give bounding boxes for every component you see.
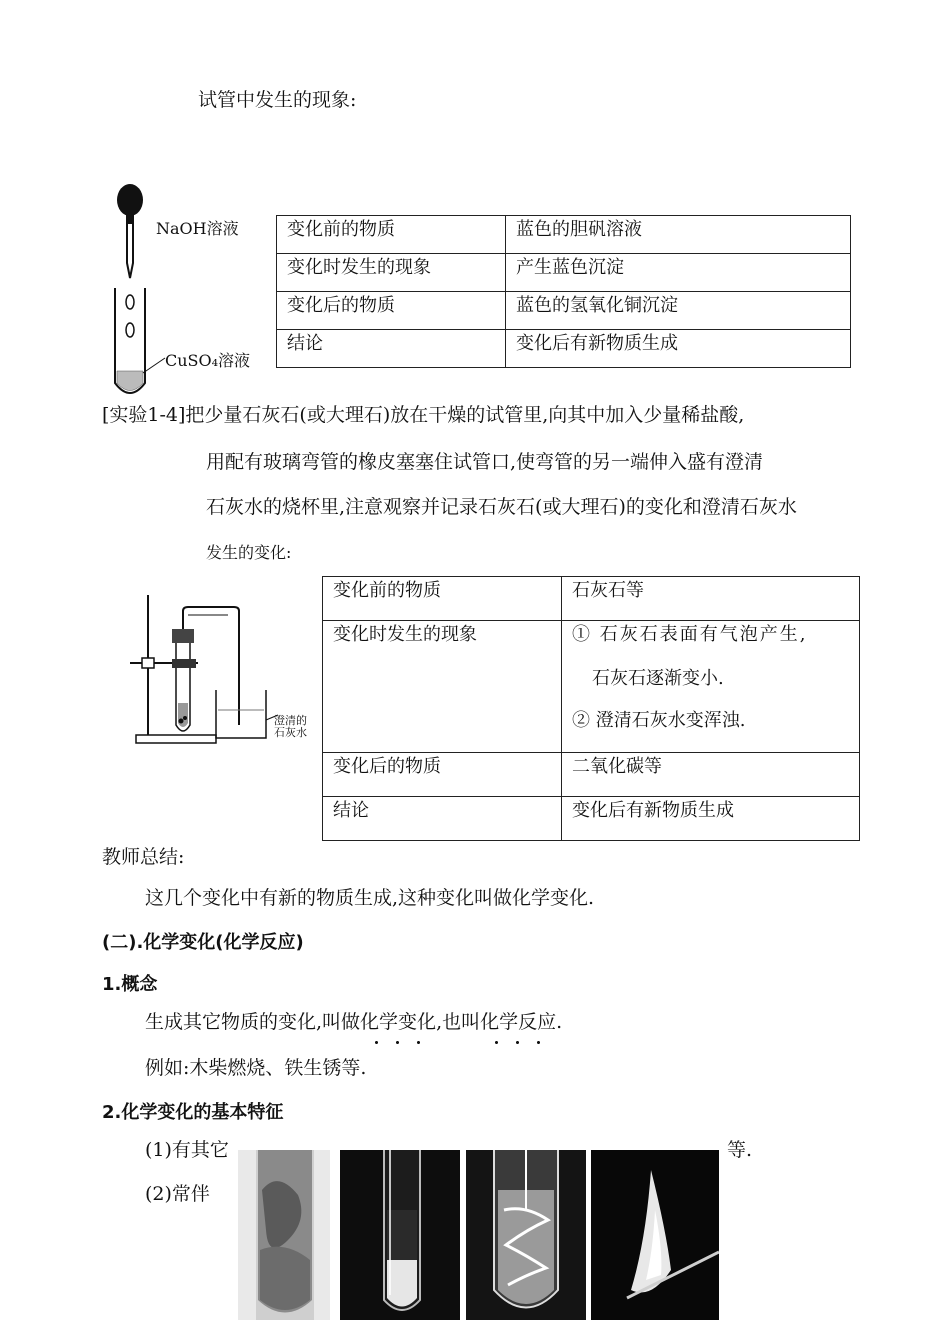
intro-line: 试管中发生的现象: <box>198 89 357 111</box>
concept-heading: 1.概念 <box>102 974 158 995</box>
experiment-line-3: 石灰水的烧杯里,注意观察并记录石灰石(或大理石)的变化和澄清石灰水 <box>206 496 797 518</box>
dropper-test-tube-diagram <box>100 178 270 413</box>
experiment-line-2: 用配有玻璃弯管的橡皮塞塞住试管口,使弯管的另一端伸入盛有澄清 <box>206 451 764 473</box>
summary-text: 这几个变化中有新的物质生成,这种变化叫做化学变化. <box>145 887 595 909</box>
table-cell: 变化后有新物质生成 <box>506 330 851 368</box>
cuso4-label: CuSO₄溶液 <box>165 351 251 370</box>
limewater-label: 澄清的石灰水 <box>274 714 307 739</box>
table-cell: 变化后有新物质生成 <box>562 797 860 841</box>
dropper-bulb <box>117 184 143 216</box>
table-cell: 变化后的物质 <box>323 753 562 797</box>
table-cell: 二氧化碳等 <box>562 753 860 797</box>
experiment-line-4: 发生的变化: <box>206 543 292 562</box>
feature-line-1-start: (1)有其它 <box>145 1139 229 1161</box>
rubber-stopper <box>172 629 194 643</box>
term-chemical-reaction: 化学反应 <box>480 1011 557 1033</box>
table-cell: 产生蓝色沉淀 <box>506 254 851 292</box>
reaction-in-tube-photo <box>466 1150 586 1320</box>
table-cell: 结论 <box>323 797 562 841</box>
stand-base <box>136 735 216 743</box>
precipitate-photo <box>238 1150 330 1320</box>
section-heading: (二).化学变化(化学反应) <box>102 932 304 953</box>
phenomenon-line: ② 澄清石灰水变浑浊. <box>572 710 746 731</box>
table-cell: 变化前的物质 <box>323 577 562 621</box>
table-cell: 蓝色的胆矾溶液 <box>506 216 851 254</box>
feature-line-2-start: (2)常伴 <box>145 1183 210 1205</box>
burning-flame-photo <box>591 1150 719 1320</box>
gas-release-photo <box>340 1150 460 1320</box>
feature-line-1-end: 等. <box>727 1139 753 1161</box>
term-chemical-change: 化学变化 <box>360 1011 437 1033</box>
phenomenon-line: 石灰石逐渐变小. <box>592 668 724 689</box>
example-line: 例如:木柴燃烧、铁生锈等. <box>145 1057 367 1079</box>
phenomenon-line: ① 石灰石表面有气泡产生, <box>572 624 808 645</box>
table-cell: 变化时发生的现象 <box>323 621 562 753</box>
feature-heading: 2.化学变化的基本特征 <box>102 1102 284 1123</box>
experiment-line-1: [实验1-4]把少量石灰石(或大理石)放在干燥的试管里,向其中加入少量稀盐酸, <box>102 404 745 426</box>
summary-title: 教师总结: <box>102 846 185 868</box>
naoh-label: NaOH溶液 <box>156 219 239 238</box>
limestone-table <box>322 576 860 841</box>
table-cell: 石灰石等 <box>562 577 860 621</box>
beaker <box>216 690 266 738</box>
table-cell: 蓝色的氢氧化铜沉淀 <box>506 292 851 330</box>
concept-definition: 生成其它物质的变化,叫做化学变化,也叫化学反应. <box>145 1011 563 1033</box>
table-cell: 结论 <box>277 330 506 368</box>
copper-sulfate-table <box>276 215 851 368</box>
table-cell: 变化时发生的现象 <box>277 254 506 292</box>
table-cell: 变化后的物质 <box>277 292 506 330</box>
table-cell: 变化前的物质 <box>277 216 506 254</box>
table-cell-phenomena <box>562 621 860 753</box>
